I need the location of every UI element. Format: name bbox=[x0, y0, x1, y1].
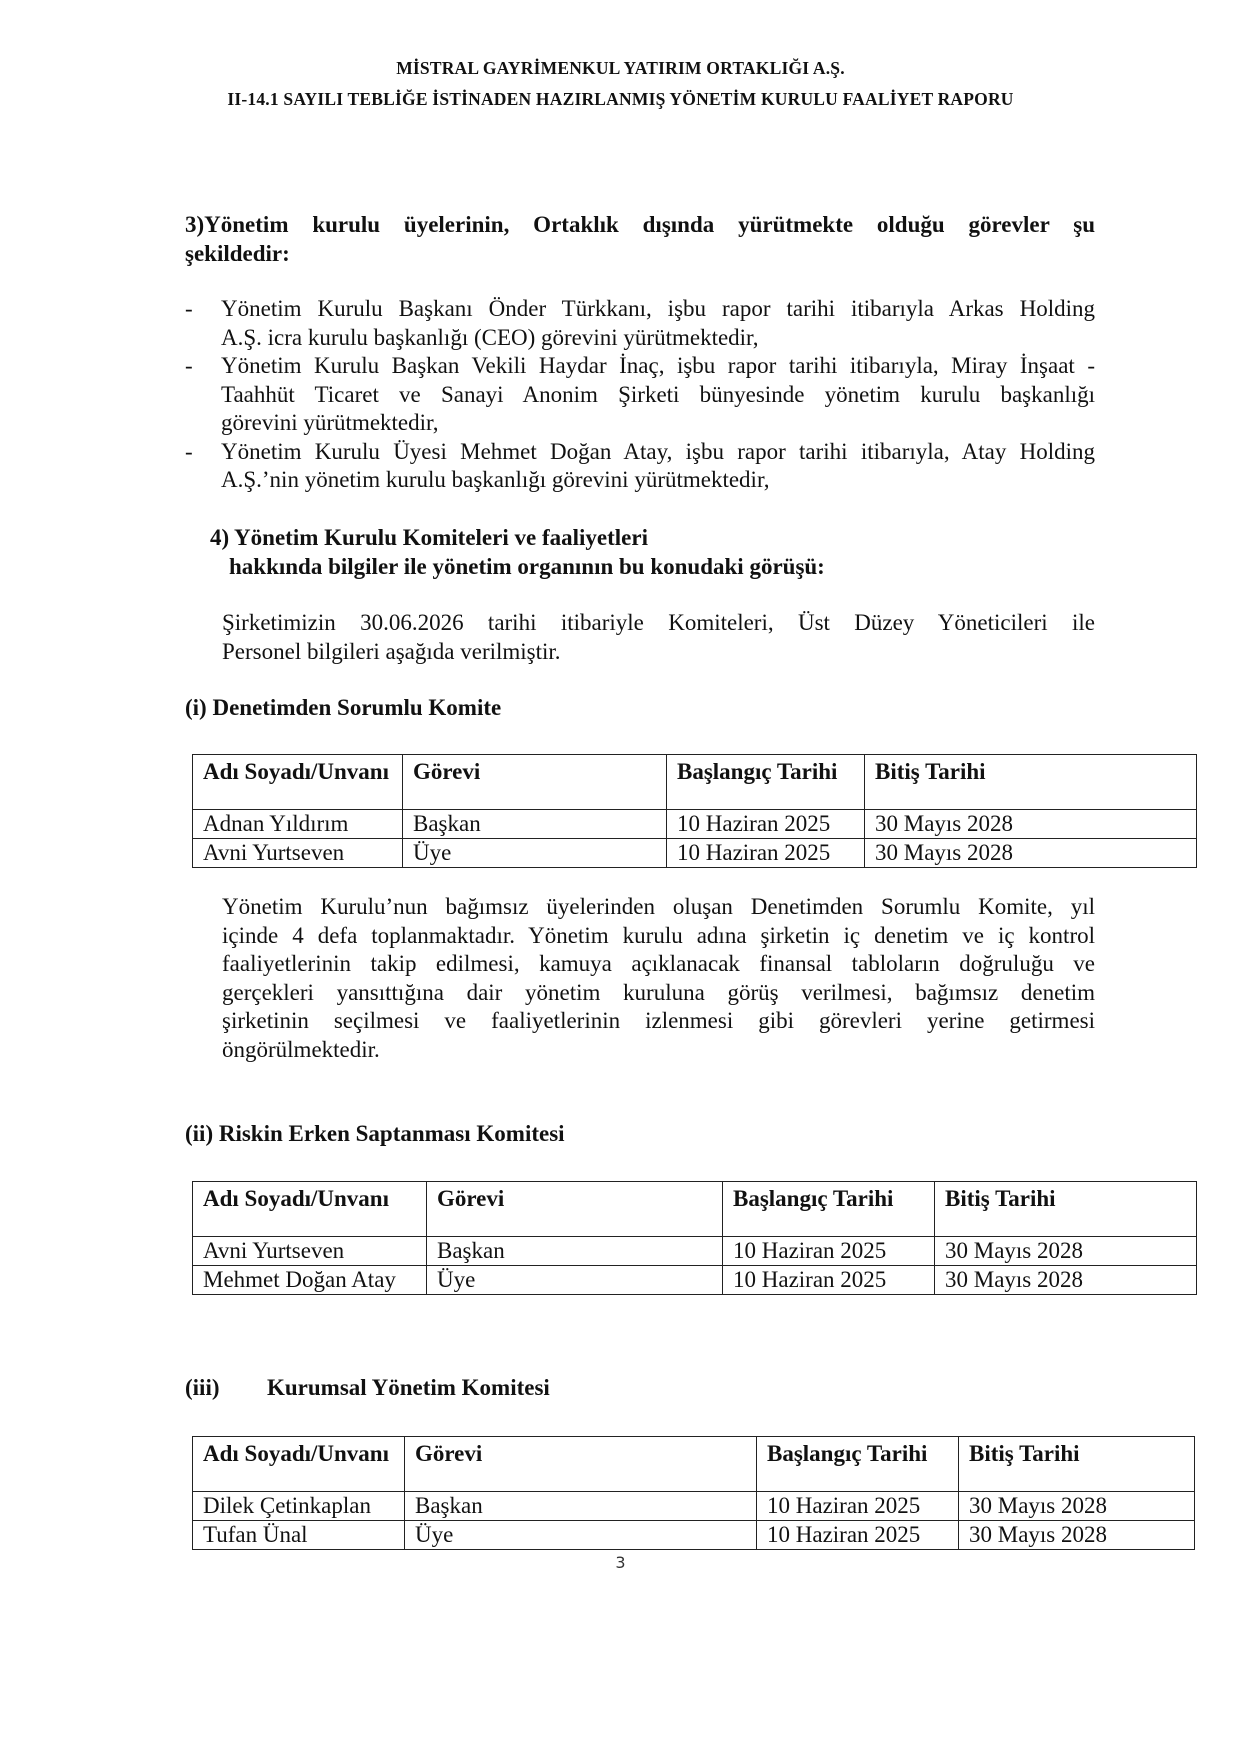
list-item-line: Yönetim Kurulu Başkanı Önder Türkkanı, işbu rapor tarihi itibarıyla Arkas Holding bbox=[221, 296, 1095, 321]
column-header: Görevi bbox=[427, 1182, 723, 1237]
page-number: 3 bbox=[615, 1553, 626, 1572]
table-cell: Tufan Ünal bbox=[193, 1521, 405, 1550]
table-cell: Başkan bbox=[403, 810, 667, 839]
table-cell: Üye bbox=[403, 839, 667, 868]
table-cell: 10 Haziran 2025 bbox=[667, 839, 865, 868]
column-header: Görevi bbox=[405, 1437, 757, 1492]
audit-committee-description bbox=[222, 893, 1095, 1064]
table-row bbox=[193, 810, 1197, 839]
table-header-row bbox=[193, 755, 1197, 810]
list-item bbox=[185, 438, 1095, 495]
intro-line: Personel bilgileri aşağıda verilmiştir. bbox=[222, 639, 561, 664]
company-name-header: MİSTRAL GAYRİMENKUL YATIRIM ORTAKLIĞI A.Ş. bbox=[396, 58, 845, 78]
external-duties-list bbox=[185, 295, 1095, 495]
description-line: faaliyetlerinin takip edilmesi, kamuya açıklanacak finansal tabloların doğruluğu ve bbox=[222, 951, 1095, 976]
table-cell: 30 Mayıs 2028 bbox=[935, 1266, 1197, 1295]
table-cell: 30 Mayıs 2028 bbox=[935, 1237, 1197, 1266]
report-title-header: II-14.1 SAYILI TEBLİĞE İSTİNADEN HAZIRLANMIŞ YÖNETİM KURULU FAALİYET RAPORU bbox=[227, 89, 1014, 109]
list-item-line: A.Ş.’nin yönetim kurulu başkanlığı görevini yürütmektedir, bbox=[221, 467, 770, 492]
table-cell: 10 Haziran 2025 bbox=[723, 1266, 935, 1295]
column-header: Adı Soyadı/Unvanı bbox=[193, 755, 403, 810]
table-cell: 30 Mayıs 2028 bbox=[865, 810, 1197, 839]
column-header: Görevi bbox=[403, 755, 667, 810]
governance-committee-number: (iii) bbox=[185, 1375, 220, 1400]
section-3-title-line2: şekildedir: bbox=[185, 241, 290, 266]
section-3-title-line1: 3)Yönetim kurulu üyelerinin, Ortaklık dışında yürütmekte olduğu görevler şu bbox=[185, 212, 1095, 237]
table-cell: Avni Yurtseven bbox=[193, 1237, 427, 1266]
risk-committee-title: (ii) Riskin Erken Saptanması Komitesi bbox=[185, 1121, 565, 1146]
table-cell: 30 Mayıs 2028 bbox=[959, 1492, 1195, 1521]
table-cell: 10 Haziran 2025 bbox=[757, 1492, 959, 1521]
table-cell: Üye bbox=[427, 1266, 723, 1295]
governance-committee-title: Kurumsal Yönetim Komitesi bbox=[267, 1375, 550, 1400]
section-4-intro bbox=[222, 608, 1095, 666]
table-cell: Başkan bbox=[405, 1492, 757, 1521]
bullet-dash: - bbox=[185, 296, 193, 321]
table-cell: 10 Haziran 2025 bbox=[757, 1521, 959, 1550]
audit-committee-table bbox=[192, 754, 1197, 868]
list-item bbox=[185, 295, 1095, 352]
list-item bbox=[185, 352, 1095, 438]
audit-committee-title: (i) Denetimden Sorumlu Komite bbox=[185, 695, 502, 720]
table-row bbox=[193, 1521, 1195, 1550]
list-item-line: Yönetim Kurulu Üyesi Mehmet Doğan Atay, işbu rapor tarihi itibarıyla, Atay Holding bbox=[221, 438, 1095, 464]
section-4-title: 4) Yönetim Kurulu Komiteleri ve faaliyetleri bbox=[210, 525, 648, 550]
column-header: Adı Soyadı/Unvanı bbox=[193, 1437, 405, 1492]
list-item-line: Taahhüt Ticaret ve Sanayi Anonim Şirketi bünyesinde yönetim kurulu başkanlığı bbox=[221, 381, 1095, 407]
table-cell: 10 Haziran 2025 bbox=[723, 1237, 935, 1266]
table-cell: Avni Yurtseven bbox=[193, 839, 403, 868]
description-line: Yönetim Kurulu’nun bağımsız üyelerinden oluşan Denetimden Sorumlu Komite, yıl bbox=[222, 894, 1095, 919]
table-cell: Dilek Çetinkaplan bbox=[193, 1492, 405, 1521]
table-row bbox=[193, 1266, 1197, 1295]
column-header: Adı Soyadı/Unvanı bbox=[193, 1182, 427, 1237]
description-line: öngörülmektedir. bbox=[222, 1036, 380, 1062]
column-header: Başlangıç Tarihi bbox=[757, 1437, 959, 1492]
table-cell: 10 Haziran 2025 bbox=[667, 810, 865, 839]
bullet-dash: - bbox=[185, 438, 193, 464]
section-3-title bbox=[185, 210, 1095, 268]
table-cell: 30 Mayıs 2028 bbox=[865, 839, 1197, 868]
list-item-line: Yönetim Kurulu Başkan Vekili Haydar İnaç, işbu rapor tarihi itibarıyla, Miray İnşaat - bbox=[221, 353, 1095, 378]
description-line: içinde 4 defa toplanmaktadır. Yönetim kurulu adına şirketin iç denetim ve iç kontrol bbox=[222, 922, 1095, 948]
list-item-line: A.Ş. icra kurulu başkanlığı (CEO) görevini yürütmektedir, bbox=[221, 324, 759, 350]
table-cell: Adnan Yıldırım bbox=[193, 810, 403, 839]
table-header-row bbox=[193, 1437, 1195, 1492]
table-cell: 30 Mayıs 2028 bbox=[959, 1521, 1195, 1550]
governance-committee-table bbox=[192, 1436, 1195, 1550]
section-4-subtitle: hakkında bilgiler ile yönetim organının bu konudaki görüşü: bbox=[229, 554, 825, 579]
list-item-line: görevini yürütmektedir, bbox=[221, 410, 439, 435]
column-header: Bitiş Tarihi bbox=[865, 755, 1197, 810]
table-cell: Üye bbox=[405, 1521, 757, 1550]
risk-committee-table bbox=[192, 1181, 1197, 1295]
table-row bbox=[193, 839, 1197, 868]
column-header: Bitiş Tarihi bbox=[935, 1182, 1197, 1237]
table-row bbox=[193, 1237, 1197, 1266]
table-cell: Mehmet Doğan Atay bbox=[193, 1266, 427, 1295]
column-header: Başlangıç Tarihi bbox=[723, 1182, 935, 1237]
description-line: şirketinin seçilmesi ve faaliyetlerinin izlenmesi gibi görevleri yerine getirmesi bbox=[222, 1008, 1095, 1033]
table-header-row bbox=[193, 1182, 1197, 1237]
intro-line: Şirketimizin 30.06.2026 tarihi itibariyle Komiteleri, Üst Düzey Yöneticileri ile bbox=[222, 610, 1095, 635]
table-row bbox=[193, 1492, 1195, 1521]
table-cell: Başkan bbox=[427, 1237, 723, 1266]
bullet-dash: - bbox=[185, 353, 193, 378]
column-header: Başlangıç Tarihi bbox=[667, 755, 865, 810]
description-line: gerçekleri yansıttığına dair yönetim kuruluna görüş verilmesi, bağımsız denetim bbox=[222, 979, 1095, 1005]
column-header: Bitiş Tarihi bbox=[959, 1437, 1195, 1492]
